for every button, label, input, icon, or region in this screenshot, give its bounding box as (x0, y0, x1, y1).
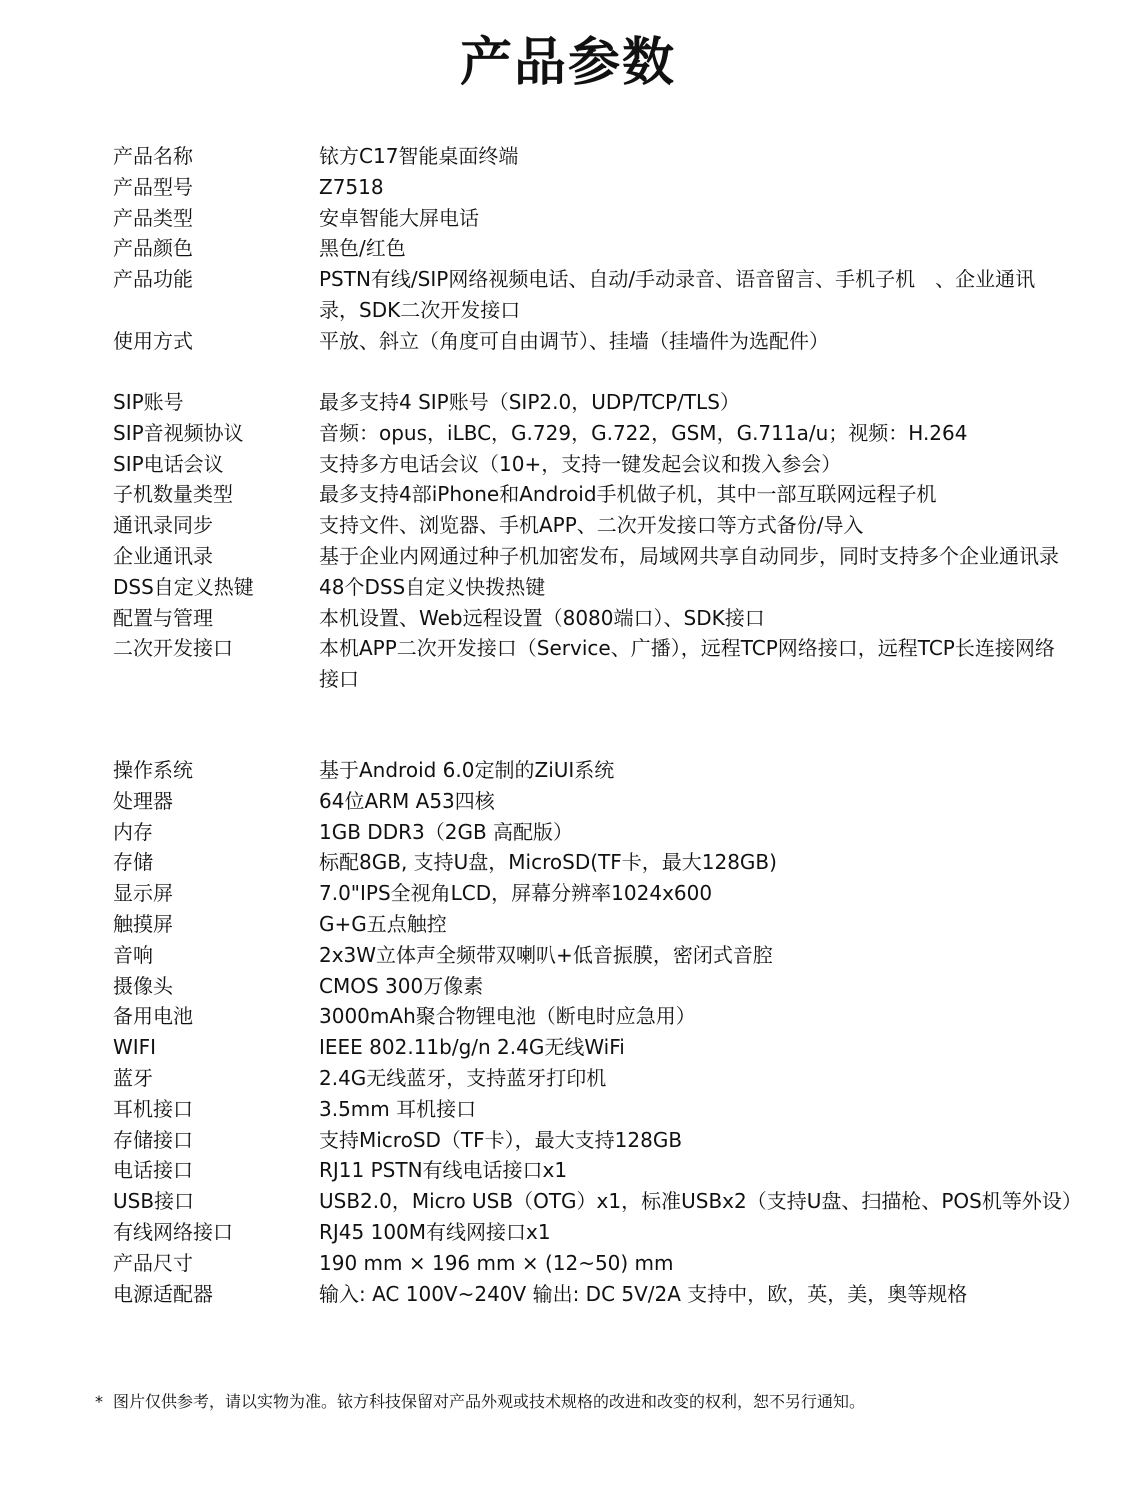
spec-value: 3000mAh聚合物锂电池（断电时应急用） (319, 1004, 696, 1029)
spec-label: 音响 (113, 942, 153, 967)
spec-row (113, 418, 1073, 449)
spec-value: 64位ARM A53四核 (319, 788, 495, 813)
spec-label: 产品型号 (113, 174, 193, 199)
page-title: 产品参数 (459, 33, 676, 93)
spec-label: 通讯录同步 (113, 513, 213, 538)
spec-label: 子机数量类型 (113, 482, 233, 507)
spec-value: 7.0"IPS全视角LCD，屏幕分辨率1024x600 (319, 881, 713, 906)
spec-label: 配置与管理 (113, 605, 213, 630)
spec-label: 存储 (113, 850, 153, 875)
spec-row (113, 172, 1073, 203)
spec-label: 蓝牙 (113, 1065, 153, 1090)
spec-value: G+G五点触控 (319, 911, 447, 936)
spec-label: 触摸屏 (113, 911, 173, 936)
spec-row (113, 786, 1073, 817)
spec-label: 电源适配器 (113, 1281, 213, 1306)
spec-row (113, 1032, 1073, 1063)
spec-value: 音频：opus，iLBC，G.729，G.722，GSM，G.711a/u；视频：H.264 (319, 420, 968, 445)
spec-value: 输入: AC 100V~240V 输出: DC 5V/2A 支持中，欧，英，美，奥等规格 (319, 1281, 968, 1306)
spec-value: 3.5mm 耳机接口 (319, 1096, 477, 1121)
spec-label: 处理器 (113, 788, 173, 813)
spec-label: 产品名称 (113, 144, 193, 168)
spec-row (113, 572, 1073, 603)
spec-value: 支持MicroSD（TF卡），最大支持128GB (319, 1127, 683, 1152)
spec-label: SIP电话会议 (113, 451, 224, 476)
spec-value: RJ45 100M有线网接口x1 (319, 1219, 551, 1244)
spec-row (113, 633, 1073, 695)
spec-label: 操作系统 (113, 758, 193, 782)
spec-label: 存储接口 (113, 1127, 193, 1152)
spec-row (113, 1186, 1082, 1217)
spec-row (113, 326, 1073, 357)
spec-value: 安卓智能大屏电话 (319, 205, 479, 230)
spec-row (113, 141, 1073, 172)
footnote (95, 1390, 1075, 1414)
spec-row (113, 971, 1073, 1002)
spec-row (113, 449, 1073, 480)
spec-row (113, 1155, 1073, 1186)
spec-value: 支持文件、浏览器、手机APP、二次开发接口等方式备份/导入 (319, 513, 864, 538)
spec-value: USB2.0，Micro USB（OTG）x1，标准USBx2（支持U盘、扫描枪、POS机等外设） (319, 1189, 1082, 1214)
spec-row (113, 603, 1073, 634)
spec-value: 190 mm × 196 mm × (12~50) mm (319, 1250, 674, 1275)
spec-row (113, 755, 1073, 786)
spec-row (113, 1094, 1073, 1125)
spec-row (113, 1001, 1073, 1032)
spec-label: 电话接口 (113, 1158, 193, 1183)
spec-row (113, 264, 1073, 326)
spec-row (113, 1125, 1073, 1156)
spec-row (113, 1063, 1073, 1094)
spec-row (113, 1279, 1073, 1310)
spec-row (113, 1248, 1073, 1279)
spec-label: 显示屏 (113, 881, 173, 906)
spec-value: 基于企业内网通过种子机加密发布，局域网共享自动同步，同时支持多个企业通讯录 (319, 543, 1059, 568)
spec-row (113, 878, 1073, 909)
spec-row (113, 387, 1073, 418)
spec-value: 本机设置、Web远程设置（8080端口）、SDK接口 (319, 605, 765, 630)
spec-value: 48个DSS自定义快拨热键 (319, 574, 546, 599)
spec-value: 最多支持4部iPhone和Android手机做子机，其中一部互联网远程子机 (319, 482, 937, 507)
spec-label: WIFI (113, 1035, 157, 1060)
spec-label: 摄像头 (113, 973, 173, 998)
spec-label: 产品尺寸 (113, 1250, 193, 1275)
spec-label: 产品颜色 (113, 236, 193, 261)
footnote-mark: * (95, 1392, 103, 1411)
spec-value: RJ11 PSTN有线电话接口x1 (319, 1158, 568, 1183)
spec-label: SIP音视频协议 (113, 420, 244, 445)
spec-label: 备用电池 (113, 1004, 193, 1029)
spec-label: 使用方式 (113, 328, 193, 353)
spec-value: 基于Android 6.0定制的ZiUI系统 (319, 758, 615, 782)
spec-label: 二次开发接口 (113, 636, 233, 661)
spec-row (113, 940, 1073, 971)
spec-value: 2.4G无线蓝牙，支持蓝牙打印机 (319, 1065, 607, 1090)
spec-label: 产品类型 (113, 205, 193, 230)
spec-label: 内存 (113, 819, 153, 844)
spec-row (113, 233, 1073, 264)
spec-section-hardware (113, 755, 1082, 1309)
spec-label: 产品功能 (113, 267, 193, 292)
spec-value: 支持多方电话会议（10+，支持一键发起会议和拨入参会） (319, 451, 842, 476)
spec-row (113, 847, 1073, 878)
spec-label: USB接口 (113, 1189, 195, 1214)
footnote-text: 图片仅供参考，请以实物为准。铱方科技保留对产品外观或技术规格的改进和改变的权利，恕不另行通知。 (113, 1392, 866, 1411)
spec-row (113, 909, 1073, 940)
spec-value: 2x3W立体声全频带双喇叭+低音振膜，密闭式音腔 (319, 942, 773, 967)
spec-row (113, 817, 1073, 848)
spec-row (113, 479, 1073, 510)
spec-row (113, 541, 1073, 572)
spec-value: CMOS 300万像素 (319, 973, 484, 998)
spec-section-basic (113, 141, 1073, 357)
spec-label: 耳机接口 (113, 1096, 193, 1121)
spec-value: 1GB DDR3（2GB 高配版） (319, 819, 574, 844)
spec-value: IEEE 802.11b/g/n 2.4G无线WiFi (319, 1035, 625, 1060)
spec-row (113, 203, 1073, 234)
spec-value: Z7518 (319, 174, 384, 199)
spec-value: PSTN有线/SIP网络视频电话、自动/手动录音、语音留言、手机子机 、企业通讯录，SDK二次开发接口 (319, 267, 1036, 322)
spec-value: 铱方C17智能桌面终端 (319, 144, 519, 168)
spec-value: 平放、斜立（角度可自由调节）、挂墙（挂墙件为选配件） (319, 328, 829, 353)
spec-section-features (113, 387, 1073, 695)
spec-row (113, 510, 1073, 541)
spec-value: 本机APP二次开发接口（Service、广播），远程TCP网络接口，远程TCP长连接网络接口 (319, 636, 1055, 692)
spec-row (113, 1217, 1073, 1248)
spec-value: 最多支持4 SIP账号（SIP2.0，UDP/TCP/TLS） (319, 390, 740, 414)
spec-label: DSS自定义热键 (113, 574, 254, 599)
spec-label: SIP账号 (113, 390, 184, 414)
spec-label: 企业通讯录 (113, 543, 213, 568)
spec-label: 有线网络接口 (113, 1219, 233, 1244)
spec-value: 黑色/红色 (319, 236, 406, 261)
spec-value: 标配8GB, 支持U盘，MicroSD(TF卡，最大128GB) (319, 850, 777, 875)
